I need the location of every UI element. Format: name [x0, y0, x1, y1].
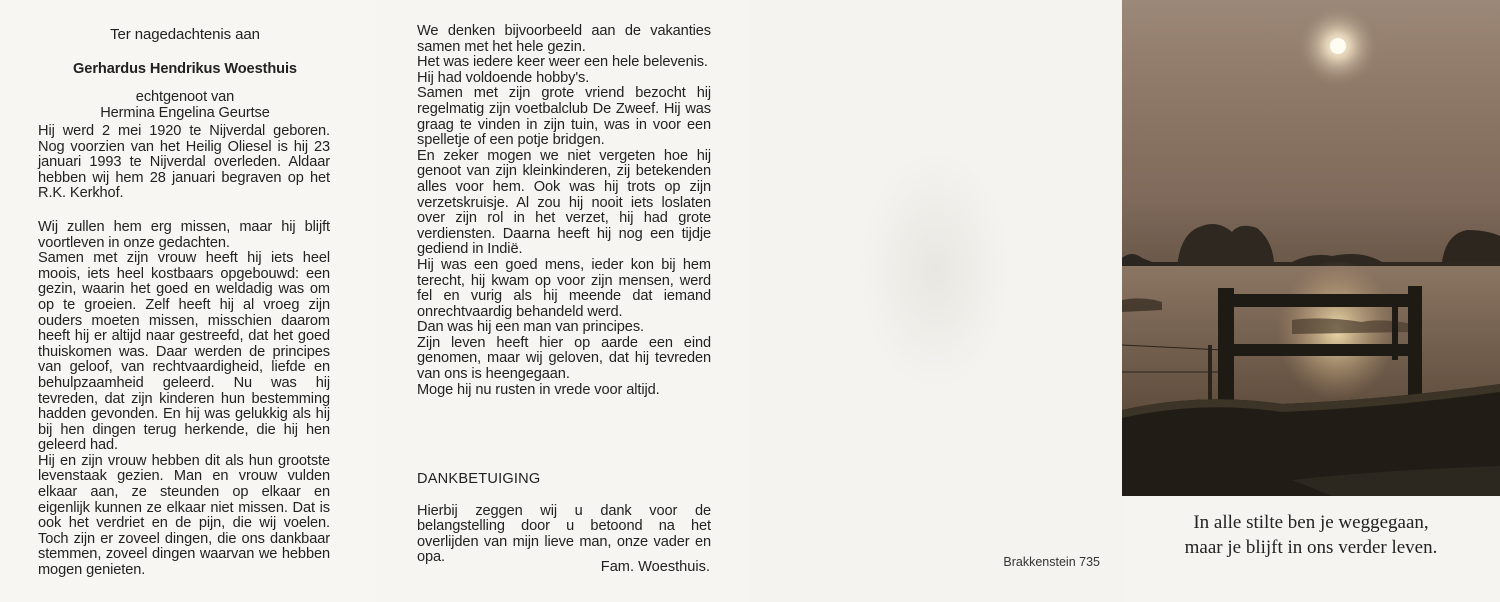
text-column-1 — [38, 124, 330, 579]
panel-right — [1122, 0, 1500, 602]
panel-middle — [375, 0, 750, 602]
spouse-name: Hermina Engelina Geurtse — [100, 104, 270, 121]
paragraph: Hij werd 2 mei 1920 te Nijverdal geboren. Nog voorzien van het Heilig Oliesel is hij 23 januari 1993 te Nijverdal overleden. Aldaar hebben wij hem 28 januari begraven op het R.K. Kerkhof. — [38, 123, 330, 202]
acknowledgement-section — [417, 472, 711, 566]
paragraph: En zeker mogen we niet vergeten hoe hij genoot van zijn kleinkinderen, zij betekenden alles voor hem. Ook was hij trots op zijn verzetskruisje. Al zou hij nooit iets loslaten over zijn rol in het verzet, hij had grote verdiensten. Daarna heeft hij nog een tijdje gediend in Indië. — [417, 147, 711, 258]
paragraph: Moge hij nu rusten in vrede voor altijd. — [417, 381, 660, 398]
verse-line-1: In alle stilte ben je weggegaan, — [1193, 512, 1429, 533]
paragraph: Het was iedere keer weer een hele belevenis. — [417, 54, 708, 71]
verse-line-2: maar je blijft in ons verder leven. — [1184, 537, 1438, 558]
paragraph: Zijn leven heeft hier op aarde een eind genomen, maar wij geloven, dat hij tevreden van ons is heengegaan. — [417, 334, 711, 383]
panel-left — [0, 0, 375, 602]
acknowledgement-body: Hierbij zeggen wij u dank voor de belangstelling door u betoond na het overlijden van mijn lieve man, onze vader en opa. — [417, 502, 711, 566]
tree-cluster-right — [1442, 230, 1500, 262]
tree-line — [1122, 254, 1182, 268]
paragraph: Hij was een goed mens, ieder kon bij hem terecht, hij kwam op voor zijn mensen, werd fel en vurig als hij meende dat iemand onrechtvaardig behandeld werd. — [417, 256, 711, 320]
sunset-landscape-photo — [1122, 0, 1500, 496]
show-through-smudge — [860, 150, 1010, 390]
acknowledgement-title: DANKBETUIGING — [417, 471, 541, 487]
sun — [1330, 38, 1346, 54]
memorial-verse — [1122, 510, 1500, 560]
paragraph: Hij en zijn vrouw hebben dit als hun grootste levenstaak gezien. Man en vrouw vulden elkaar aan, ze steunden op elkaar en eigenlijk kunnen ze elkaar niet missen. Dat is ook het verdriet en de pijn, die wij voelen. Toch zijn er zoveel dingen, die ons dankbaar stemmen, zoveel dingen waarvan we hebben mogen genieten. — [38, 452, 330, 579]
paragraph: Wij zullen hem erg missen, maar hij blijft voortleven in onze gedachten. — [38, 218, 330, 251]
memorial-intro — [40, 27, 330, 121]
paragraph: We denken bijvoorbeeld aan de vakanties samen met het hele gezin. — [417, 23, 711, 55]
family-signature: Fam. Woesthuis. — [600, 559, 710, 575]
deceased-name: Gerhardus Hendrikus Woesthuis — [73, 60, 297, 77]
printer-mark: Brakkenstein 735 — [1003, 555, 1100, 569]
relation-text: echtgenoot van — [135, 89, 235, 106]
paragraph: Hij had voldoende hobby's. — [417, 69, 590, 86]
text-column-2 — [417, 24, 711, 398]
paragraph: Dan was hij een man van principes. — [417, 319, 644, 336]
panel-blank — [750, 0, 1122, 602]
landscape-illustration — [1122, 0, 1500, 496]
paragraph: Samen met zijn vrouw heeft hij iets heel moois, iets heel kostbaars opgebouwd: een gezin, waarin het goed en weldadig was om op te groeien. Zelf heeft hij al vroeg zijn ouders moeten missen, misschien daarom heeft hij er altijd naar gestreefd, dat het goed thuiskomen was. Daar werden de principes van geloof, van rechtvaardigheid, liefde en behulpzaamheid geleerd. Nu was hij tevreden, dat zijn kinderen hun bestemming hadden gevonden. En hij was gelukkig als hij bij hen dingen terug herkende, die hij hen geleerd had. — [38, 250, 330, 454]
intro-heading: Ter nagedachtenis aan — [110, 26, 260, 43]
paragraph: Samen met zijn grote vriend bezocht hij regelmatig zijn voetbalclub De Zweef. Hij was graag te vinden in zijn tuin, was in voor een spelletje of een potje bridgen. — [417, 85, 711, 149]
